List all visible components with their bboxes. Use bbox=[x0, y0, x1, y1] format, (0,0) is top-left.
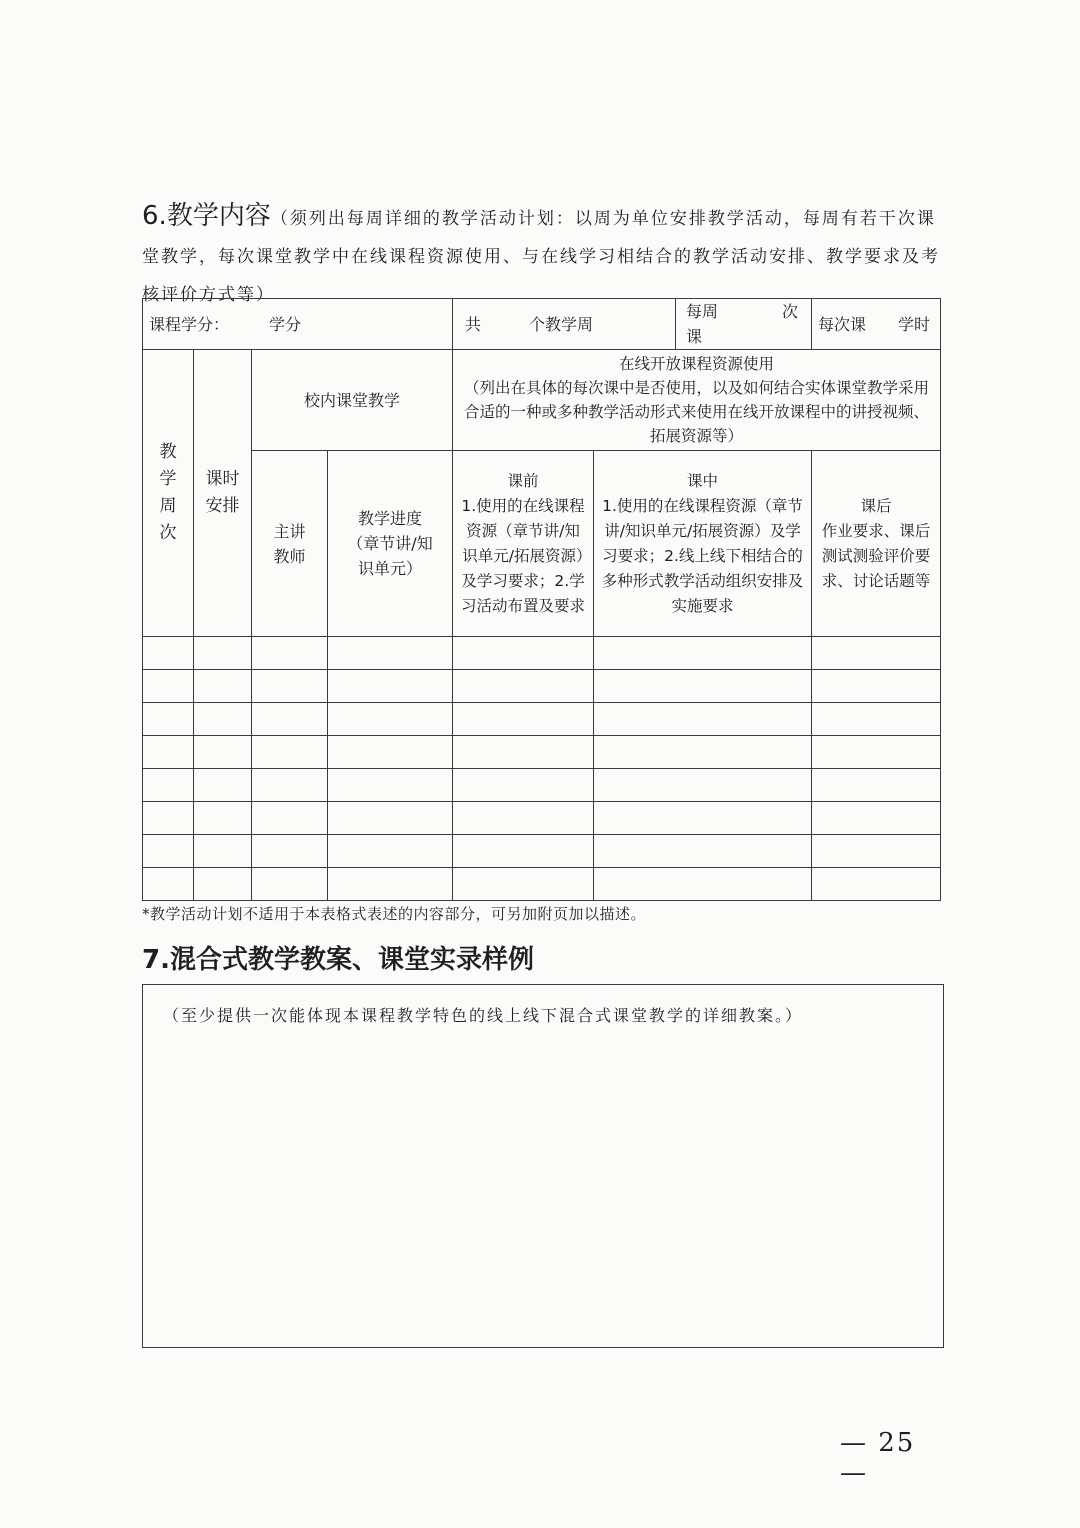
table-cell[interactable] bbox=[328, 835, 453, 868]
section-7-heading: 7.混合式教学教案、课堂实录样例 bbox=[142, 945, 534, 975]
table-cell[interactable] bbox=[594, 769, 812, 802]
table-cell[interactable] bbox=[812, 769, 941, 802]
during-class-header: 课中 1.使用的在线课程资源（章节讲/知识单元/拓展资源）及学习要求；2.线上线下相结合的多种形式教学活动组织安排及实施要求 bbox=[594, 451, 812, 637]
table-cell[interactable] bbox=[594, 802, 812, 835]
table-cell[interactable] bbox=[812, 670, 941, 703]
table-cell[interactable] bbox=[252, 835, 328, 868]
page-number: — 25 — bbox=[840, 1428, 916, 1488]
table-cell[interactable] bbox=[594, 835, 812, 868]
table-cell[interactable] bbox=[328, 769, 453, 802]
credits-cell: 课程学分： 学分 bbox=[143, 299, 453, 350]
progress-column-header: 教学进度 （章节讲/知识单元） bbox=[328, 451, 453, 637]
table-cell[interactable] bbox=[194, 802, 252, 835]
table-cell[interactable] bbox=[143, 670, 194, 703]
table-cell[interactable] bbox=[252, 769, 328, 802]
table-cell[interactable] bbox=[328, 670, 453, 703]
table-cell[interactable] bbox=[328, 802, 453, 835]
table-cell[interactable] bbox=[594, 868, 812, 901]
table-cell[interactable] bbox=[453, 736, 594, 769]
section-6-heading: 6.教学内容 bbox=[142, 201, 271, 231]
table-header-row bbox=[143, 299, 941, 350]
table-cell[interactable] bbox=[594, 670, 812, 703]
lesson-plan-box[interactable] bbox=[142, 984, 944, 1348]
table-cell[interactable] bbox=[453, 769, 594, 802]
table-cell[interactable] bbox=[252, 868, 328, 901]
table-row bbox=[143, 769, 941, 802]
table-cell[interactable] bbox=[453, 703, 594, 736]
table-cell[interactable] bbox=[143, 736, 194, 769]
table-row bbox=[143, 736, 941, 769]
table-cell[interactable] bbox=[812, 868, 941, 901]
teaching-plan-table bbox=[142, 298, 941, 901]
table-cell[interactable] bbox=[143, 835, 194, 868]
table-cell[interactable] bbox=[594, 637, 812, 670]
weeks-cell: 共 个教学周 bbox=[453, 299, 676, 350]
table-cell[interactable] bbox=[812, 736, 941, 769]
teacher-column-header: 主讲 教师 bbox=[252, 451, 328, 637]
table-cell[interactable] bbox=[594, 703, 812, 736]
table-cell[interactable] bbox=[328, 703, 453, 736]
table-cell[interactable] bbox=[252, 670, 328, 703]
table-cell[interactable] bbox=[328, 736, 453, 769]
table-cell[interactable] bbox=[194, 670, 252, 703]
hours-column-header: 课时安排 bbox=[194, 350, 252, 637]
table-cell[interactable] bbox=[453, 637, 594, 670]
table-row bbox=[143, 637, 941, 670]
table-cell[interactable] bbox=[453, 835, 594, 868]
table-cell[interactable] bbox=[252, 637, 328, 670]
table-cell[interactable] bbox=[143, 703, 194, 736]
table-cell[interactable] bbox=[453, 802, 594, 835]
table-cell[interactable] bbox=[143, 802, 194, 835]
table-cell[interactable] bbox=[812, 637, 941, 670]
table-cell[interactable] bbox=[812, 835, 941, 868]
table-cell[interactable] bbox=[328, 868, 453, 901]
table-cell[interactable] bbox=[194, 703, 252, 736]
table-row bbox=[143, 670, 941, 703]
table-cell[interactable] bbox=[194, 835, 252, 868]
table-cell[interactable] bbox=[194, 736, 252, 769]
table-cell[interactable] bbox=[328, 637, 453, 670]
table-cell[interactable] bbox=[194, 868, 252, 901]
hours-cell: 每次课 学时 bbox=[812, 299, 941, 350]
table-row bbox=[143, 802, 941, 835]
table-row bbox=[143, 868, 941, 901]
online-resources-header: 在线开放课程资源使用 （列出在具体的每次课中是否使用，以及如何结合实体课堂教学采用合适的一种或多种教学活动形式来使用在线开放课程中的讲授视频、拓展资源等） bbox=[453, 350, 941, 451]
table-cell[interactable] bbox=[453, 670, 594, 703]
table-cell[interactable] bbox=[812, 802, 941, 835]
table-cell[interactable] bbox=[143, 868, 194, 901]
table-cell[interactable] bbox=[594, 736, 812, 769]
campus-teaching-header: 校内课堂教学 bbox=[252, 350, 453, 451]
table-subheader-row bbox=[143, 451, 941, 637]
table-cell[interactable] bbox=[194, 769, 252, 802]
table-row bbox=[143, 703, 941, 736]
table-cell[interactable] bbox=[252, 802, 328, 835]
section-6-title bbox=[142, 198, 942, 314]
table-cell[interactable] bbox=[143, 769, 194, 802]
section-6-note: （须列出每周详细的教学活动计划：以周为单位安排教学活动，每周有若干次课堂教学，每次课堂教学中在线课程资源使用、与在线学习相结合的教学活动安排、教学要求及考核评价方式等） bbox=[142, 209, 940, 305]
table-cell[interactable] bbox=[194, 637, 252, 670]
week-column-header: 教学周次 bbox=[143, 350, 194, 637]
table-cell[interactable] bbox=[143, 637, 194, 670]
table-row bbox=[143, 835, 941, 868]
table-group-row bbox=[143, 350, 941, 451]
table-cell[interactable] bbox=[812, 703, 941, 736]
after-class-header: 课后 作业要求、课后测试测验评价要求、讨论话题等 bbox=[812, 451, 941, 637]
table-footnote: *教学活动计划不适用于本表格式表述的内容部分，可另加附页加以描述。 bbox=[142, 905, 647, 923]
table-cell[interactable] bbox=[252, 736, 328, 769]
before-class-header: 课前 1.使用的在线课程资源（章节讲/知识单元/拓展资源）及学习要求；2.学习活动布置及要求 bbox=[453, 451, 594, 637]
table-cell[interactable] bbox=[252, 703, 328, 736]
lesson-plan-note: （至少提供一次能体现本课程教学特色的线上线下混合式课堂教学的详细教案。） bbox=[163, 1006, 804, 1025]
table-cell[interactable] bbox=[453, 868, 594, 901]
per-week-cell: 每周 次课 bbox=[676, 299, 812, 350]
